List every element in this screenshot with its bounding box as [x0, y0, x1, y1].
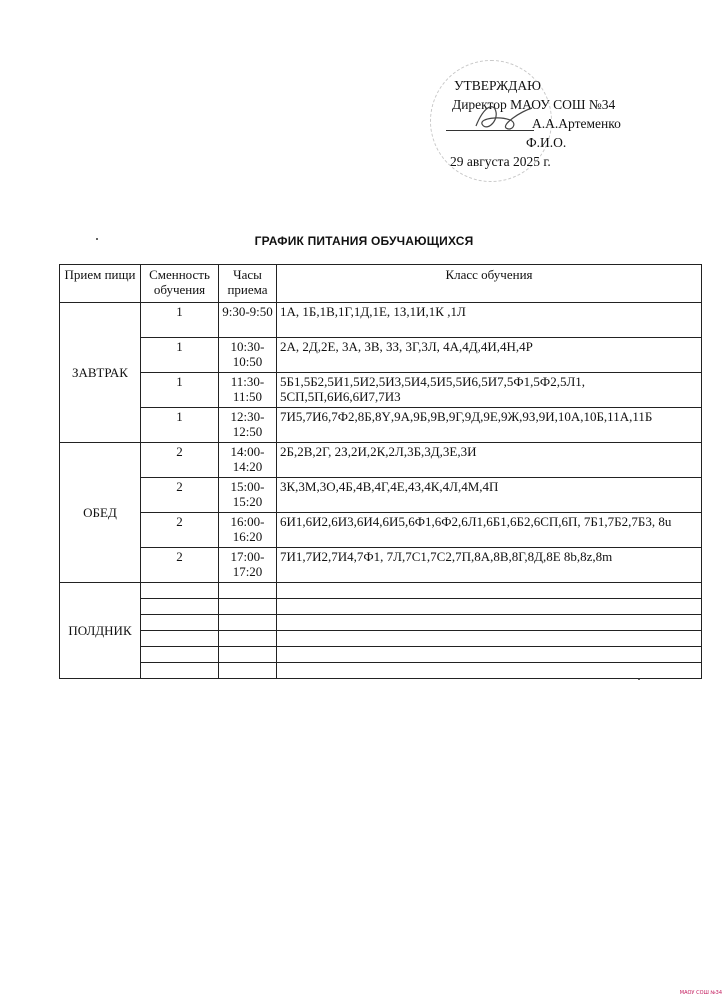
empty-cell	[277, 647, 702, 663]
header-classes: Класс обучения	[277, 265, 702, 303]
table-row	[60, 548, 702, 583]
shift-cell: 1	[141, 303, 219, 338]
table-row	[60, 338, 702, 373]
shift-cell: 1	[141, 408, 219, 443]
footer-watermark: МАОУ СОШ №34	[679, 990, 722, 996]
shift-cell: 2	[141, 478, 219, 513]
classes-cell: 3К,3М,3О,4Б,4В,4Г,4Е,4З,4К,4Л,4М,4П	[277, 478, 702, 513]
table-row	[60, 647, 702, 663]
table-row	[60, 631, 702, 647]
empty-cell	[219, 599, 277, 615]
shift-cell: 2	[141, 513, 219, 548]
hours-cell: 12:30-12:50	[219, 408, 277, 443]
approval-name-caption: Ф.И.О.	[526, 135, 567, 150]
approval-heading: УТВЕРЖДАЮ	[454, 78, 542, 93]
empty-cell	[219, 615, 277, 631]
classes-cell: 7И1,7И2,7И4,7Ф1, 7Л,7С1,7С2,7П,8А,8В,8Г,8Д,8Е 8b,8z,8m	[277, 548, 702, 583]
hours-cell: 9:30-9:50	[219, 303, 277, 338]
empty-cell	[219, 647, 277, 663]
hours-cell: 17:00-17:20	[219, 548, 277, 583]
signature-icon	[470, 98, 540, 138]
header-meal: Прием пищи	[60, 265, 141, 303]
table-row	[60, 615, 702, 631]
hours-cell: 14:00-14:20	[219, 443, 277, 478]
empty-cell	[141, 647, 219, 663]
classes-cell: 5Б1,5Б2,5И1,5И2,5И3,5И4,5И5,5И6,5И7,5Ф1,5Ф2,5Л1, 5СП,5П,6И6,6И7,7И3	[277, 373, 702, 408]
empty-cell	[219, 663, 277, 679]
table-row	[60, 373, 702, 408]
empty-cell	[277, 583, 702, 599]
scan-speck	[638, 678, 640, 680]
approval-position: Директор МАОУ СОШ №34	[452, 97, 616, 112]
hours-cell: 15:00-15:20	[219, 478, 277, 513]
empty-cell	[219, 631, 277, 647]
empty-cell	[141, 583, 219, 599]
empty-cell	[277, 631, 702, 647]
classes-cell: 1А, 1Б,1В,1Г,1Д,1Е, 1З,1И,1К ,1Л	[277, 303, 702, 338]
meal-breakfast: ЗАВТРАК	[60, 303, 141, 443]
meal-snack: ПОЛДНИК	[60, 583, 141, 679]
classes-cell: 2А, 2Д,2Е, 3А, 3В, 3З, 3Г,3Л, 4А,4Д,4И,4Н,4Р	[277, 338, 702, 373]
meal-schedule-table	[59, 264, 702, 679]
empty-cell	[219, 583, 277, 599]
empty-cell	[141, 615, 219, 631]
hours-cell: 16:00-16:20	[219, 513, 277, 548]
hours-cell: 10:30-10:50	[219, 338, 277, 373]
empty-cell	[277, 599, 702, 615]
table-header-row	[60, 265, 702, 303]
shift-cell: 2	[141, 548, 219, 583]
table-row	[60, 478, 702, 513]
header-shift: Сменность обучения	[141, 265, 219, 303]
classes-cell: 2Б,2В,2Г, 2З,2И,2К,2Л,3Б,3Д,3Е,3И	[277, 443, 702, 478]
table-row	[60, 663, 702, 679]
approval-date: 29 августа 2025 г.	[450, 154, 551, 169]
table-row	[60, 513, 702, 548]
page-title: ГРАФИК ПИТАНИЯ ОБУЧАЮЩИХСЯ	[254, 234, 474, 248]
shift-cell: 1	[141, 373, 219, 408]
approval-name: А.А.Артеменко	[532, 116, 621, 131]
empty-cell	[141, 631, 219, 647]
table-row	[60, 408, 702, 443]
empty-cell	[277, 615, 702, 631]
scan-speck	[96, 238, 98, 240]
meal-lunch: ОБЕД	[60, 443, 141, 583]
shift-cell: 2	[141, 443, 219, 478]
empty-cell	[277, 663, 702, 679]
classes-cell: 6И1,6И2,6И3,6И4,6И5,6Ф1,6Ф2,6Л1,6Б1,6Б2,6СП,6П, 7Б1,7Б2,7Б3, 8u	[277, 513, 702, 548]
empty-cell	[141, 663, 219, 679]
hours-cell: 11:30-11:50	[219, 373, 277, 408]
header-hours: Часы приема	[219, 265, 277, 303]
classes-cell: 7И5,7И6,7Ф2,8Б,8Ү,9А,9Б,9В,9Г,9Д,9Е,9Ж,9З,9И,10А,10Б,11А,11Б	[277, 408, 702, 443]
table-row	[60, 583, 702, 599]
empty-cell	[141, 599, 219, 615]
table-row	[60, 443, 702, 478]
table-row	[60, 303, 702, 338]
table-row	[60, 599, 702, 615]
shift-cell: 1	[141, 338, 219, 373]
